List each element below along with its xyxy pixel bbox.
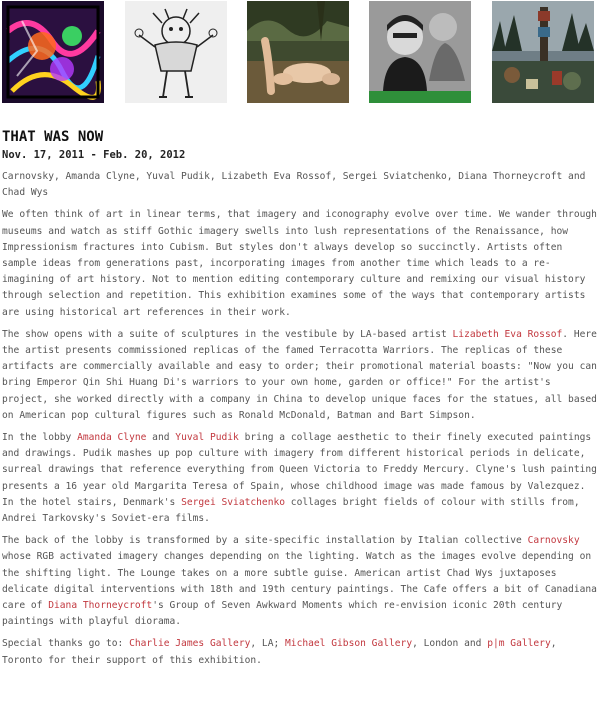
paragraph-text: bring a collage aesthetic to their finely executed paintings and drawings. Pudik mashes up pop culture with imagery from different historical periods in delicate, surreal drawings that reference everything from Queen Victoria to Freddy Mercury. Clyne's lush painting presents a 16 year old Margarita Teresa of Spain, whose childhood image was made famous by Valezquez. In the hotel stairs, Denmark's bbox=[2, 432, 597, 508]
artist-link-pudik[interactable]: Yuval Pudik bbox=[175, 432, 239, 444]
paragraph-text: , Toronto for their support of this exhibition. bbox=[2, 638, 557, 666]
exhibition-dates: Nov. 17, 2011 - Feb. 20, 2012 bbox=[2, 149, 186, 161]
paragraph-text: , LA; bbox=[250, 638, 286, 650]
paragraph-text: Special thanks go to: bbox=[2, 638, 130, 650]
thumbnail-sketch-figure[interactable] bbox=[125, 1, 227, 103]
artist-link-rossof[interactable]: Lizabeth Eva Rossof bbox=[452, 328, 563, 340]
thumbnail-strip bbox=[2, 1, 598, 104]
paragraph-text: 's Group of Seven Awkward Moments which re-envision iconic 20th century paintings with playful diorama. bbox=[2, 600, 563, 628]
artist-link-carnovsky[interactable]: Carnovsky bbox=[527, 535, 580, 547]
gallery-link-pm[interactable]: p|m Gallery bbox=[487, 638, 551, 650]
sketch-figure-image bbox=[125, 1, 227, 103]
paragraph-text: and bbox=[146, 432, 176, 444]
back-lobby-paragraph bbox=[2, 533, 598, 630]
artist-link-sviatchenko[interactable]: Sergei Sviatchenko bbox=[181, 496, 286, 508]
exhibition-description bbox=[2, 169, 598, 675]
colorful-abstract-image bbox=[2, 1, 104, 103]
rossof-paragraph bbox=[2, 327, 598, 424]
thumbnail-forest-diorama[interactable] bbox=[492, 1, 594, 103]
portrait-photo-image bbox=[369, 1, 471, 103]
lobby-paragraph bbox=[2, 430, 598, 527]
thumbnail-nude-landscape[interactable] bbox=[247, 1, 349, 103]
paragraph-text: collages bright fields of colour with stills from, Andrei Tarkovsky's Soviet-era films. bbox=[2, 496, 580, 525]
artists-list: Carnovsky, Amanda Clyne, Yuval Pudik, Lizabeth Eva Rossof, Sergei Sviatchenko, Diana Thorneycroft and Chad Wys bbox=[2, 171, 586, 199]
nude-landscape-image bbox=[247, 1, 349, 103]
paragraph-text: whose RGB activated imagery changes depending on the lighting. Watch as the images evolve depending on the shifting light. The Lounge takes on a more subtle guise. American artist Chad Wys juxtaposes delicate digital interventions with 18th and 19th century paintings. The Cafe offers a bit of Canadiana care of bbox=[2, 551, 597, 612]
artist-link-thorneycroft[interactable]: Diana Thorneycroft bbox=[48, 600, 153, 612]
gallery-link-michael-gibson[interactable]: Michael Gibson Gallery bbox=[285, 638, 413, 650]
paragraph-text: . Here the artist presents commissioned replicas of the famed Terracotta Warriors. The replicas of these artifacts are commercially available and easy to order; their promotional material boasts: "Now you can bring Emperor Qin Shi Huang Di's warriors to your own home, garden or office!" For the artist's project, she worked directly with a company in China to develop unique faces for the statues, all based on American pop cultural figures such as Ronald McDonald, Batman and Bart Simpson. bbox=[2, 328, 597, 421]
artist-link-clyne[interactable]: Amanda Clyne bbox=[77, 432, 147, 444]
gallery-link-charlie-james[interactable]: Charlie James Gallery bbox=[129, 638, 251, 650]
thumbnail-colorful-abstract[interactable] bbox=[2, 1, 104, 103]
thumbnail-portrait-photo[interactable] bbox=[369, 1, 471, 103]
exhibition-title: THAT WAS NOW bbox=[2, 129, 104, 145]
intro-paragraph: We often think of art in linear terms, that imagery and iconography evolve over time. We wander through museums and watch as stiff Gothic imagery swells into lush representations of the Renaissance, how Impressionism fractures into Cubism. But styles don't always develop so succinctly. Artists often sample ideas from generations past, incorporating images from another time which leads to a re-imagining of art history. Not to mention editing contemporary culture and remixing our visual history through selection and repetition. This exhibition examines some of the ways that contemporary artists are using historical art references in their work. bbox=[2, 209, 597, 318]
paragraph-text: , London and bbox=[412, 638, 488, 650]
paragraph-text: In the lobby bbox=[2, 432, 78, 444]
forest-diorama-image bbox=[492, 1, 594, 103]
paragraph-text: The show opens with a suite of sculptures in the vestibule by LA-based artist bbox=[2, 328, 453, 340]
thanks-paragraph bbox=[2, 636, 598, 668]
paragraph-text: The back of the lobby is transformed by a site-specific installation by Italian collective bbox=[2, 535, 528, 547]
